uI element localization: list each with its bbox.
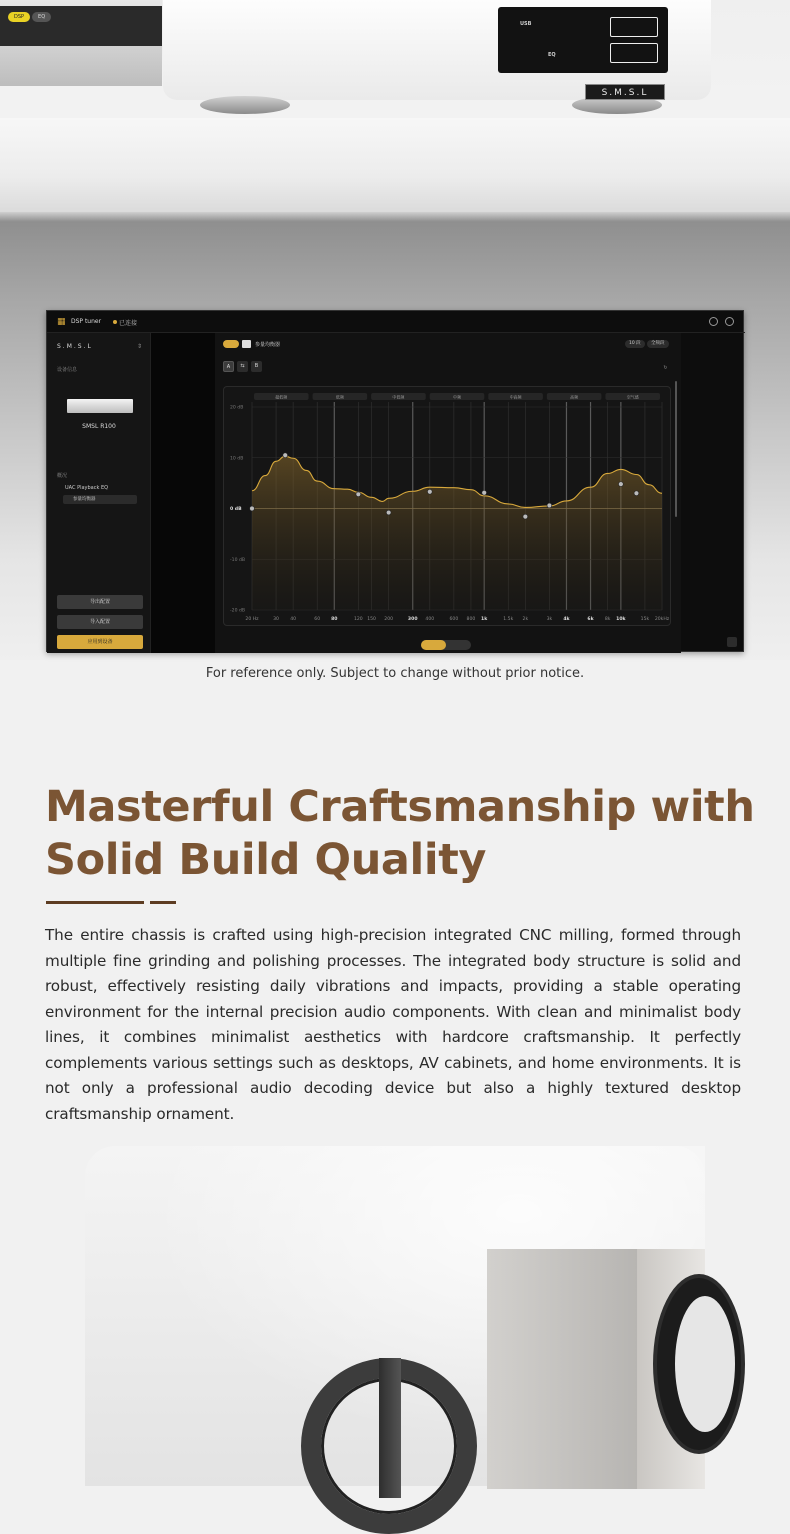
x-tick-label: 120 bbox=[353, 617, 363, 622]
product-photo-top bbox=[0, 0, 790, 681]
corner-icon[interactable] bbox=[727, 637, 737, 647]
app-topbar bbox=[47, 311, 745, 333]
peq-title: 参量均衡器 bbox=[255, 342, 281, 348]
preset-b-button[interactable]: B bbox=[251, 361, 262, 372]
sidebar-item-peq[interactable]: 参量均衡器 bbox=[63, 495, 137, 504]
x-tick-label: 15k bbox=[640, 617, 650, 622]
rule-segment-short bbox=[150, 901, 176, 904]
section-headline: Masterful Craftsmanship with Solid Build Quality bbox=[45, 782, 755, 885]
x-tick-label: 30 bbox=[273, 617, 279, 622]
y-tick-label: 10 dB bbox=[230, 456, 244, 462]
y-tick-label: -20 dB bbox=[230, 608, 246, 614]
band-label: 中低频 bbox=[392, 394, 405, 400]
band-label: 超低频 bbox=[275, 394, 288, 400]
chip-fullrange[interactable]: 全频段 bbox=[647, 340, 669, 348]
device-thumbnail bbox=[67, 399, 133, 413]
app-sidebar bbox=[47, 333, 151, 653]
dsp-tuner-screenshot bbox=[46, 310, 744, 652]
x-tick-label: 3k bbox=[546, 617, 553, 622]
x-tick-label: 80 bbox=[331, 617, 338, 622]
band-label: 低频 bbox=[335, 394, 344, 400]
x-tick-label: 2k bbox=[522, 617, 529, 622]
x-tick-label: 40 bbox=[290, 617, 297, 622]
sidebar-section-device: 设备信息 bbox=[57, 367, 78, 373]
device-front-panel bbox=[498, 7, 668, 73]
app-logo-icon: ▦ bbox=[57, 317, 66, 327]
eq-band-node bbox=[523, 514, 528, 519]
left-device bbox=[0, 0, 162, 86]
x-tick-label: 60 bbox=[314, 617, 321, 622]
x-tick-label: 200 bbox=[384, 617, 394, 622]
sidebar-section-preset: 概况 bbox=[57, 473, 68, 479]
left-device-tab-dsp: DSP bbox=[8, 12, 30, 22]
eq-band-node bbox=[386, 510, 391, 515]
x-tick-label: 400 bbox=[425, 617, 435, 622]
eq-band-node bbox=[618, 482, 623, 487]
x-tick-label: 20kHz bbox=[654, 617, 670, 622]
x-tick-label: 20 Hz bbox=[245, 617, 259, 622]
shelf bbox=[0, 118, 790, 216]
x-tick-label: 300 bbox=[407, 617, 418, 622]
y-tick-label: 20 dB bbox=[230, 405, 244, 411]
swap-icon[interactable]: ⇆ bbox=[237, 361, 248, 372]
product-photo-bottom bbox=[85, 1146, 705, 1486]
eq-band-node bbox=[283, 453, 288, 458]
x-tick-label: 600 bbox=[449, 617, 459, 622]
panel-label-usb: USB bbox=[520, 21, 532, 27]
band-label: 空气感 bbox=[626, 394, 639, 400]
band-label: 中高频 bbox=[509, 394, 522, 400]
reset-icon[interactable]: ↻ bbox=[663, 365, 668, 371]
eq-band-node bbox=[547, 503, 552, 508]
eq-chart-svg[interactable] bbox=[224, 387, 672, 627]
power-icon[interactable] bbox=[725, 317, 734, 326]
eq-band-node bbox=[250, 506, 255, 511]
peq-badge bbox=[242, 340, 251, 348]
y-tick-label: 0 dB bbox=[230, 507, 242, 512]
x-tick-label: 150 bbox=[367, 617, 376, 622]
connection-dot-icon bbox=[113, 320, 117, 324]
eq-band-node bbox=[634, 491, 639, 496]
reference-caption: For reference only. Subject to change without prior notice. bbox=[205, 666, 585, 681]
app-main-panel bbox=[215, 333, 681, 653]
chevron-updown-icon[interactable]: ⇕ bbox=[137, 343, 143, 350]
rule-segment-long bbox=[46, 901, 144, 904]
eq-band-node bbox=[427, 489, 432, 494]
eq-chart[interactable] bbox=[223, 386, 671, 626]
chip-bands[interactable]: 10 段 bbox=[625, 340, 645, 348]
sidebar-brand: S.M.S.L bbox=[57, 343, 93, 350]
preset-a-button[interactable]: A bbox=[223, 361, 234, 372]
app-name: DSP tuner bbox=[71, 318, 102, 325]
y-tick-label: -10 dB bbox=[230, 557, 246, 563]
band-label: 中频 bbox=[453, 394, 461, 400]
brand-plate: S.M.S.L bbox=[585, 84, 665, 100]
left-device-screen bbox=[0, 6, 162, 46]
headphone-stand-post bbox=[379, 1358, 401, 1498]
left-device-tab-eq: EQ bbox=[32, 12, 51, 22]
device-foot-left bbox=[200, 96, 290, 114]
device-name: SMSL R100 bbox=[82, 423, 116, 430]
panel-button-top bbox=[610, 17, 658, 37]
woofer-cone bbox=[675, 1296, 735, 1432]
settings-icon[interactable] bbox=[709, 317, 718, 326]
headline-rule bbox=[46, 901, 176, 904]
band-label: 高频 bbox=[570, 394, 579, 400]
eq-band-node bbox=[482, 490, 487, 495]
x-tick-label: 1k bbox=[481, 617, 488, 622]
section-body: The entire chassis is crafted using high-precision integrated CNC milling, formed through multiple fine grinding and polishing processes. The integrated body structure is solid and robust, effectively resisting daily vibrations and impacts, providing a stable operating environment for the internal precision audio components. With clean and minimalist body lines, it combines minimalist aesthetics with hardcore craftsmanship. It perfectly complements various settings such as desktops, AV cabinets, and home environments. It is not only a professional audio decoding device but also a highly textured desktop craftsmanship ornament. bbox=[45, 926, 741, 1123]
x-tick-label: 4k bbox=[563, 617, 570, 622]
x-tick-label: 1.5k bbox=[503, 617, 514, 622]
eq-band-node bbox=[356, 492, 361, 497]
speaker-front bbox=[487, 1249, 637, 1489]
apply-to-device-button[interactable]: 应用到设备 bbox=[57, 635, 143, 649]
panel-button-bottom bbox=[610, 43, 658, 63]
x-tick-label: 6k bbox=[587, 617, 594, 622]
app-gutter bbox=[151, 333, 215, 653]
shelf-edge bbox=[0, 212, 790, 220]
panel-label-eq: EQ bbox=[548, 52, 556, 58]
connection-status: 已连接 bbox=[119, 320, 138, 327]
x-tick-label: 800 bbox=[466, 617, 476, 622]
sidebar-item-preset[interactable]: UAC Playback EQ bbox=[65, 485, 109, 491]
scrollbar[interactable] bbox=[675, 381, 677, 517]
x-tick-label: 8k bbox=[604, 617, 611, 622]
peq-toggle[interactable] bbox=[223, 340, 239, 348]
import-config-button[interactable]: 导入配置 bbox=[57, 615, 143, 629]
export-config-button[interactable]: 导出配置 bbox=[57, 595, 143, 609]
x-tick-label: 10k bbox=[616, 617, 626, 622]
mode-switch-active[interactable] bbox=[421, 640, 446, 650]
